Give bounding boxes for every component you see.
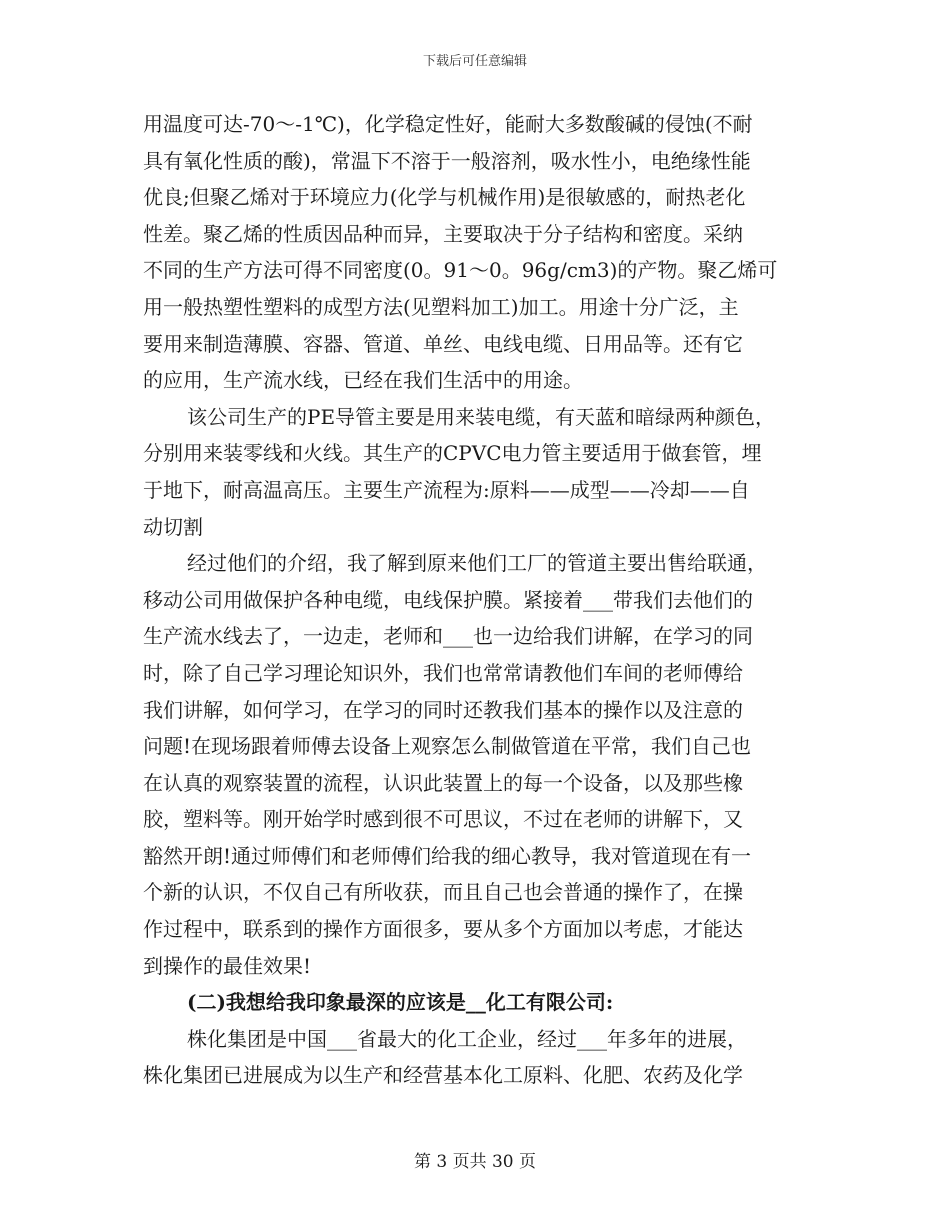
text-line: 于地下，耐高温高压。主要生产流程为:原料——成型——冷却——自: [143, 477, 750, 502]
text-line: 到操作的最佳效果!: [143, 953, 312, 978]
text-line: 在认真的观察装置的流程，认识此装置上的每一个设备，以及那些橡: [143, 770, 743, 795]
text-line: 移动公司用做保护各种电缆，电线保护膜。紧接着___带我们去他们的: [143, 587, 753, 612]
text-line: 株化集团是中国___省最大的化工企业，经过___年多年的进展，: [187, 1026, 747, 1051]
text-line: 用温度可达-70～-1℃)，化学稳定性好，能耐大多数酸碱的侵蚀(不耐: [143, 112, 753, 136]
document-body: [143, 106, 813, 1094]
text-line: 分别用来装零线和火线。其生产的CPVC电力管主要适用于做套管，埋: [143, 441, 762, 466]
text-line: 生产流水线去了，一边走，老师和___也一边给我们讲解，在学习的同: [143, 624, 753, 649]
text-line: 问题!在现场跟着师傅去设备上观察怎么制做管道在平常，我们自己也: [143, 734, 752, 759]
text-line: 具有氧化性质的酸)，常温下不溶于一般溶剂，吸水性小，电绝缘性能: [143, 148, 751, 173]
text-line: 我们讲解，如何学习，在学习的同时还教我们基本的操作以及注意的: [143, 697, 743, 722]
page-header: 下载后可任意编辑: [422, 54, 527, 69]
text-line: 豁然开朗!通过师傅们和老师傅们给我的细心教导，我对管道现在有一: [143, 843, 752, 868]
text-line: 优良;但聚乙烯对于环境应力(化学与机械作用)是很敏感的，耐热老化: [143, 185, 746, 210]
text-line: 该公司生产的PE导管主要是用来装电缆，有天蓝和暗绿两种颜色，: [187, 404, 776, 429]
text-line: 时，除了自己学习理论知识外，我们也常常请教他们车间的老师傅给: [143, 660, 743, 685]
text-line: 不同的生产方法可得不同密度(0。91～0。96g/cm3)的产物。聚乙烯可: [143, 258, 778, 283]
text-line: 动切割: [143, 514, 203, 539]
text-line: 作过程中，联系到的操作方面很多，要从多个方面加以考虑，才能达: [143, 917, 743, 942]
text-line: 用一般热塑性塑料的成型方法(见塑料加工)加工。用途十分广泛，主: [143, 294, 739, 319]
text-line: 个新的认识，不仅自己有所收获，而且自己也会普通的操作了，在操: [143, 880, 743, 905]
text-line: 的应用，生产流水线，已经在我们生活中的用途。: [143, 368, 583, 393]
section-heading: (二)我想给我印象最深的应该是__化工有限公司:: [187, 990, 614, 1015]
text-line: 经过他们的介绍，我了解到原来他们工厂的管道主要出售给联通，: [187, 551, 767, 576]
text-line: 性差。聚乙烯的性质因品种而异，主要取决于分子结构和密度。采纳: [143, 221, 743, 246]
page-footer: 第 3 页共 30 页: [413, 1152, 537, 1172]
text-line: 胶，塑料等。刚开始学时感到很不可思议，不过在老师的讲解下，又: [143, 807, 743, 832]
text-line: 株化集团已进展成为以生产和经营基本化工原料、化肥、农药及化学: [143, 1063, 743, 1088]
text-line: 要用来制造薄膜、容器、管道、单丝、电线电缆、日用品等。还有它: [143, 331, 743, 356]
